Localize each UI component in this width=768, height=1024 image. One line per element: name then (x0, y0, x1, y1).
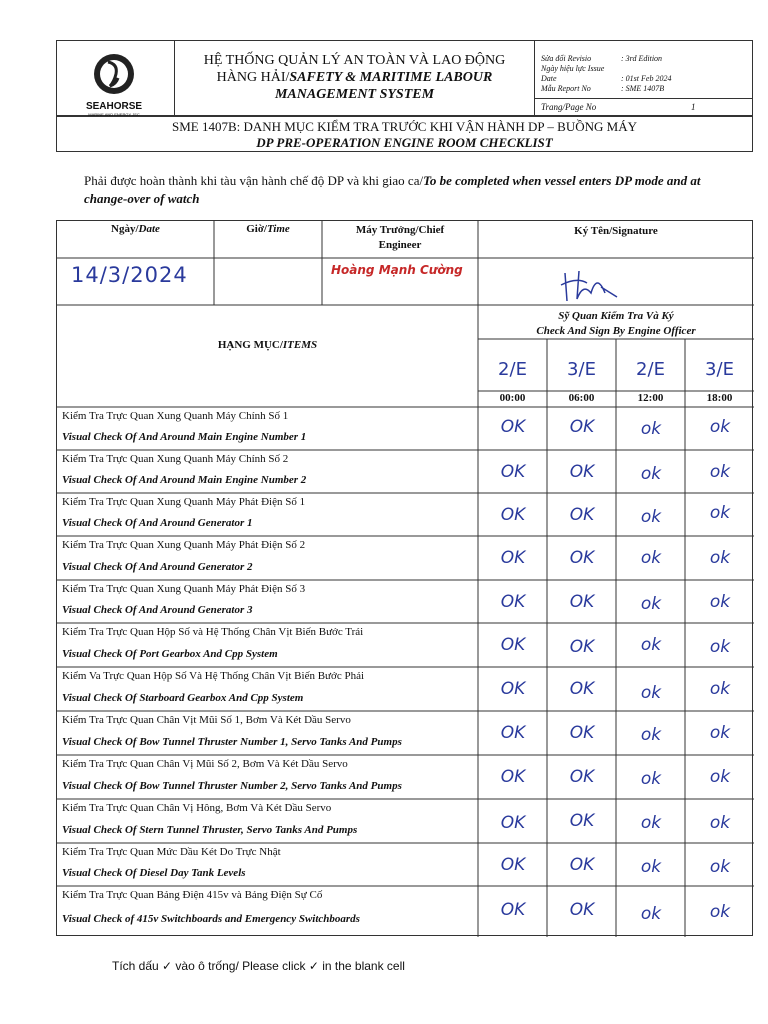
officer-2: 3/E (567, 359, 596, 380)
issue-value: : 01st Feb 2024 (621, 74, 672, 83)
chief-engineer-signature (557, 263, 677, 308)
row-text-vi: Kiểm Va Trực Quan Hộp Số Và Hệ Thống Chân Vịt Biến Bước Phải (62, 670, 365, 682)
check-cell[interactable]: OK (500, 505, 526, 525)
row-text-vi: Kiểm Tra Trực Quan Xung Quanh Máy Chính Số 1 (62, 410, 289, 422)
check-cell[interactable]: ok (640, 635, 662, 655)
check-cell[interactable]: OK (569, 811, 595, 831)
check-cell[interactable]: OK (569, 637, 595, 657)
check-cell[interactable]: ok (709, 767, 731, 787)
check-cell[interactable]: ok (709, 503, 731, 523)
check-cell[interactable]: OK (569, 462, 595, 482)
report-value: : SME 1407B (621, 84, 665, 93)
check-cell[interactable]: OK (569, 417, 595, 437)
row-text-vi: Kiểm Tra Trực Quan Chân Vịt Mũi Số 1, Bơm Và Két Dầu Servo (62, 714, 351, 726)
time-label-en: Time (266, 223, 290, 235)
check-cell[interactable]: ok (640, 769, 662, 789)
signature-header: Ký Tên/Signature (574, 225, 658, 237)
check-cell[interactable]: ok (640, 594, 662, 614)
row-text-en: Visual Check Of Stern Tunnel Thruster, Servo Tanks And Pumps (62, 824, 358, 836)
row-text-en: Visual Check of 415v Switchboards and Emergency Switchboards (62, 913, 360, 925)
check-cell[interactable]: OK (500, 723, 526, 743)
row-text-vi: Kiểm Tra Trực Quan Chân Vị Mũi Số 2, Bơm Và Két Dầu Servo (62, 758, 348, 770)
system-title (175, 52, 534, 103)
intro-text (84, 172, 744, 208)
row-text-en: Visual Check Of And Around Main Engine Number 2 (62, 474, 307, 486)
check-cell[interactable]: OK (569, 855, 595, 875)
check-cell[interactable]: OK (569, 723, 595, 743)
system-title-vi: HỆ THỐNG QUẢN LÝ AN TOÀN VÀ LAO ĐỘNG (203, 53, 506, 68)
row-text-vi: Kiểm Tra Trực Quan Xung Quanh Máy Chính Số 2 (62, 453, 289, 465)
footer-note: Tích dấu ✓ vào ô trống/ Please click ✓ in the blank cell (112, 959, 405, 973)
check-cell[interactable]: ok (640, 507, 662, 527)
row-text-vi: Kiểm Tra Trực Quan Hộp Số và Hệ Thống Chân Vịt Biến Bước Trái (62, 626, 364, 638)
check-cell[interactable]: OK (500, 635, 526, 655)
check-cell[interactable]: OK (500, 679, 526, 699)
check-cell[interactable]: OK (569, 900, 595, 920)
check-cell[interactable]: OK (500, 900, 526, 920)
check-cell[interactable]: ok (709, 723, 731, 743)
check-cell[interactable]: ok (709, 857, 731, 877)
check-cell[interactable]: OK (500, 855, 526, 875)
system-title-en2: MANAGEMENT SYSTEM (274, 87, 435, 102)
chief-engineer-header: Máy Trưởng/Chief Engineer (355, 224, 445, 251)
date-label: Ngày/ (111, 223, 139, 235)
table-row (57, 580, 754, 623)
table-row (57, 711, 754, 755)
check-cell[interactable]: OK (500, 548, 526, 568)
time-2: 06:00 (568, 392, 595, 404)
system-title-en: SAFETY & MARITIME LABOUR (289, 70, 493, 85)
check-cell[interactable]: ok (709, 902, 731, 922)
officer-header (478, 309, 754, 339)
check-cell[interactable]: OK (569, 592, 595, 612)
check-cell[interactable]: ok (640, 548, 662, 568)
check-cell[interactable]: ok (640, 857, 662, 877)
check-cell[interactable]: OK (500, 417, 526, 437)
header-divider-meta (534, 40, 535, 116)
check-cell[interactable]: OK (500, 592, 526, 612)
row-text-en: Visual Check Of And Around Generator 2 (62, 561, 253, 573)
check-cell[interactable]: ok (709, 417, 731, 437)
officer-1: 2/E (498, 359, 527, 380)
check-cell[interactable]: ok (640, 419, 662, 439)
date-value: 14/3/2024 (71, 263, 188, 287)
check-cell[interactable]: ok (709, 592, 731, 612)
check-cell[interactable]: OK (569, 548, 595, 568)
page-number (541, 102, 751, 112)
table-row (57, 407, 754, 450)
row-text-vi: Kiểm Tra Trực Quan Xung Quanh Máy Phát Điện Số 3 (62, 583, 306, 595)
check-cell[interactable]: ok (640, 683, 662, 703)
company-logo (78, 50, 150, 117)
revision-label: Sửa đổi Revisio (541, 54, 592, 63)
row-text-vi: Kiểm Tra Trực Quan Mức Dầu Két Do Trực Nhật (62, 846, 281, 858)
check-cell[interactable]: ok (640, 813, 662, 833)
row-text-vi: Kiểm Tra Trực Quan Xung Quanh Máy Phát Điện Số 2 (62, 539, 306, 551)
row-text-vi: Kiểm Tra Trực Quan Chân Vị Hông, Bơm Và Két Dầu Servo (62, 802, 332, 814)
check-cell[interactable]: OK (569, 679, 595, 699)
table-row (57, 755, 754, 799)
logo-text: SEAHORSE (85, 101, 143, 112)
row-text-en: Visual Check Of Port Gearbox And Cpp System (62, 648, 278, 660)
officer-label-en: Check And Sign By Engine Officer (536, 325, 696, 337)
items-header (57, 339, 478, 351)
row-text-en: Visual Check Of And Around Generator 3 (62, 604, 253, 616)
table-row (57, 493, 754, 536)
page-label: Trang/Page No (541, 102, 597, 112)
check-cell[interactable]: ok (709, 548, 731, 568)
row-text-vi: Kiểm Tra Trực Quan Xung Quanh Máy Phát Điện Số 1 (62, 496, 306, 508)
intro-vi: Phải được hoàn thành khi tàu vận hành chế độ DP và khi giao ca/ (84, 173, 424, 188)
check-cell[interactable]: ok (709, 679, 731, 699)
row-text-en: Visual Check Of Diesel Day Tank Levels (62, 867, 246, 879)
table-row (57, 536, 754, 580)
check-cell[interactable]: ok (709, 813, 731, 833)
date-header (57, 223, 214, 235)
check-cell[interactable]: OK (500, 462, 526, 482)
report-label: Mẫu Report No (541, 84, 591, 93)
revision-value: : 3rd Edition (621, 54, 663, 63)
officer-3: 2/E (636, 359, 665, 380)
system-title-vi2: HÀNG HẢI/ (216, 70, 290, 85)
table-row (57, 450, 754, 493)
table-row (57, 623, 754, 667)
check-cell[interactable]: OK (569, 505, 595, 525)
check-cell[interactable]: ok (640, 464, 662, 484)
date-label-en: Date (138, 223, 160, 235)
row-text-en: Visual Check Of Bow Tunnel Thruster Number 1, Servo Tanks And Pumps (62, 736, 402, 748)
time-label: Giờ/ (246, 223, 267, 235)
row-text-en: Visual Check Of Starboard Gearbox And Cpp System (62, 692, 304, 704)
table-row (57, 667, 754, 711)
check-cell[interactable]: OK (500, 767, 526, 787)
table-row (57, 843, 754, 886)
check-cell[interactable]: OK (500, 813, 526, 833)
check-cell[interactable]: ok (709, 462, 731, 482)
title-en: DP PRE-OPERATION ENGINE ROOM CHECKLIST (256, 135, 553, 150)
logo-subtext: MARINE AND ENERGY JSC (88, 112, 140, 117)
items-label-en: ITEMS (282, 339, 318, 351)
check-cell[interactable]: ok (640, 725, 662, 745)
table-row (57, 799, 754, 843)
page-value: 1 (691, 102, 696, 112)
header-divider-page (534, 98, 753, 99)
header-meta (541, 54, 751, 94)
intro-en: To be completed when vessel enters DP mode and at change-over of watch (84, 173, 701, 206)
title-vi: SME 1407B: DANH MỤC KIỂM TRA TRƯỚC KHI VẬN HÀNH DP – BUỒNG MÁY (171, 119, 637, 134)
officer-label-vi: Sỹ Quan Kiểm Tra Và Ký (558, 310, 674, 322)
time-3: 12:00 (637, 392, 664, 404)
items-label: HẠNG MỤC/ (217, 339, 283, 351)
check-cell[interactable]: ok (640, 904, 662, 924)
row-text-en: Visual Check Of And Around Main Engine Number 1 (62, 431, 307, 443)
row-text-en: Visual Check Of And Around Generator 1 (62, 517, 253, 529)
checklist-table (56, 220, 753, 936)
time-4: 18:00 (706, 392, 733, 404)
check-cell[interactable]: OK (569, 767, 595, 787)
row-text-en: Visual Check Of Bow Tunnel Thruster Number 2, Servo Tanks And Pumps (62, 780, 402, 792)
time-header (214, 223, 322, 235)
checklist-title (56, 116, 753, 152)
check-cell[interactable]: ok (709, 637, 731, 657)
chief-engineer-name: Hoàng Mạnh Cường (331, 263, 463, 277)
time-1: 00:00 (499, 392, 526, 404)
row-text-vi: Kiểm Tra Trực Quan Bảng Điện 415v và Bảng Điện Sự Cố (62, 889, 323, 901)
issue-label: Ngày hiệu lực Issue Date (541, 64, 605, 83)
officer-4: 3/E (705, 359, 734, 380)
table-row (57, 886, 754, 937)
